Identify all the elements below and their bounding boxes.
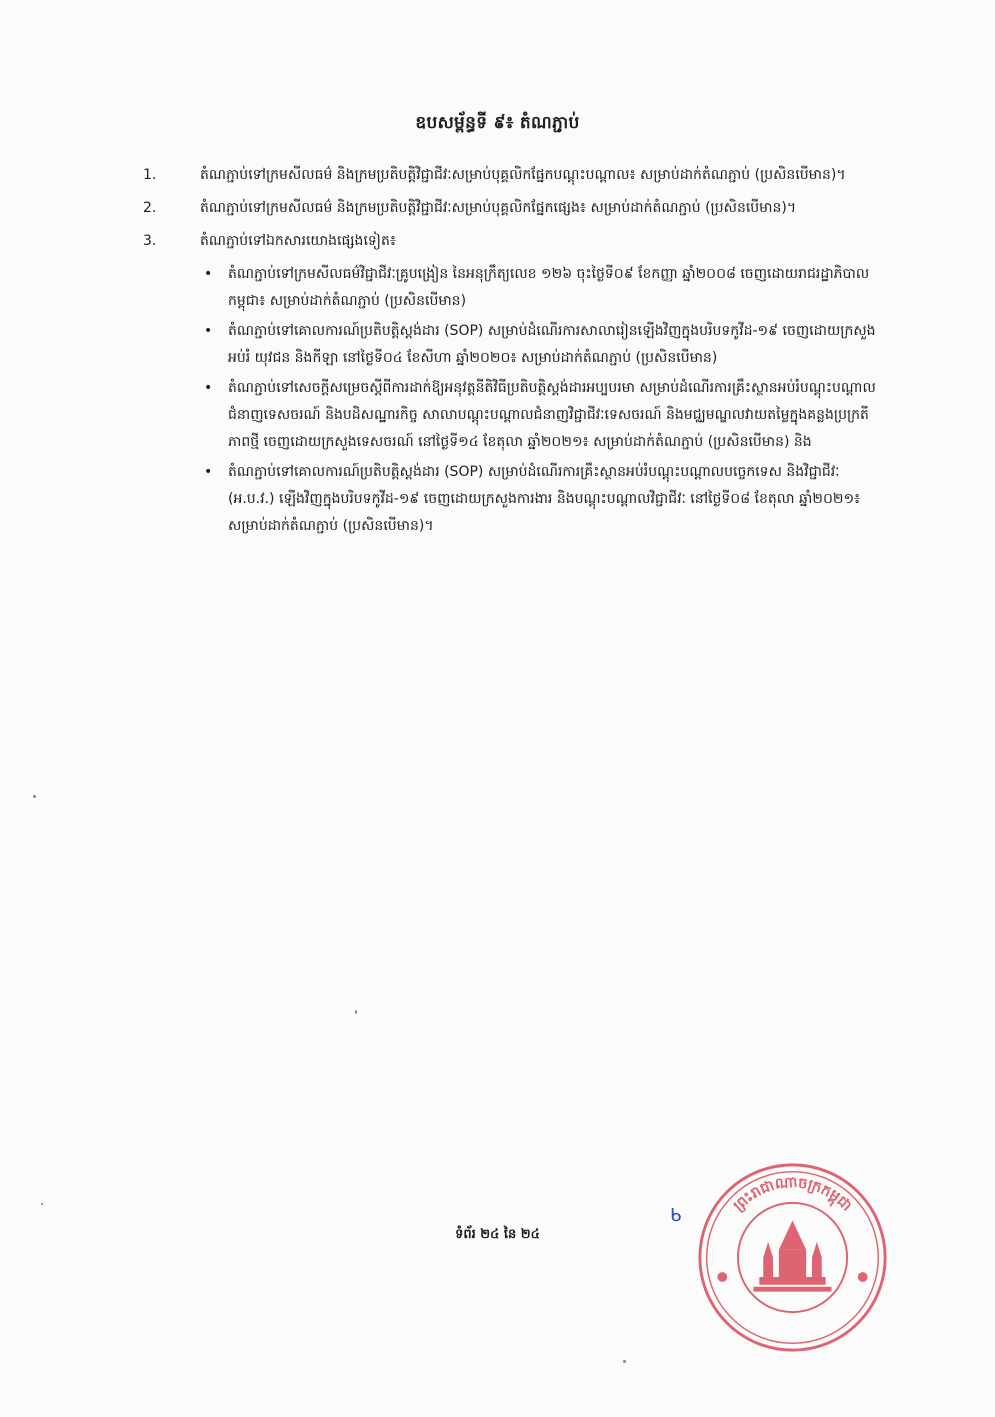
item-number: 3. — [143, 233, 157, 249]
bullet-text: តំណភ្ជាប់ទៅគោលការណ៍ប្រតិបត្តិស្តង់ដារ (SOP) សម្រាប់ដំណើរការគ្រឹះស្ថានអប់រំបណ្តុះបណ្តាលបច្ចេកទេស និងវិជ្ជាជីវៈ (អ.ប.វ.) ឡើងវិញក្នុងបរិបទកូវីដ-១៩ ចេញដោយក្រសួងការងារ និងបណ្តុះបណ្តាលវិជ្ជាជីវៈ នៅថ្ងៃទី០៨ ខែតុលា ឆ្នាំ២០២១៖ សម្រាប់ដាក់តំណភ្ជាប់ (ប្រសិនបើមាន)។ — [228, 464, 861, 534]
bullet-icon: • — [204, 464, 213, 480]
bullet-item — [200, 375, 878, 456]
page-title: ឧបសម្ព័ន្ធទី ៩៖ តំណភ្ជាប់ — [415, 113, 580, 133]
bullet-icon: • — [204, 380, 213, 396]
reference-bullets — [143, 261, 878, 540]
bullet-text: តំណភ្ជាប់ទៅក្រមសីលធម៌វិជ្ជាជីវៈគ្រូបង្រៀន នៃអនុក្រឹត្យលេខ ១២៦ ចុះថ្ងៃទី០៩ ខែកញ្ញា ឆ្នាំ២០០៨ ចេញដោយរាជរដ្ឋាភិបាលកម្ពុជា៖ សម្រាប់ដាក់តំណភ្ជាប់ (ប្រសិនបើមាន) — [228, 266, 870, 309]
bullet-icon: • — [204, 323, 213, 339]
bullet-text: តំណភ្ជាប់ទៅសេចក្តីសម្រេចស្តីពីការដាក់ឱ្យអនុវត្តនីតិវិធីប្រតិបត្តិស្តង់ដារអប្បបរមា សម្រាប់ដំណើរការគ្រឹះស្ថានអប់រំបណ្តុះបណ្តាលជំនាញទេសចរណ៍ និងបដិសណ្ឋារកិច្ច សាលាបណ្តុះបណ្តាលជំនាញវិជ្ជាជីវៈទេសចរណ៍ និងមជ្ឈមណ្ឌលវាយតម្លៃក្នុងគន្លងប្រក្រតីភាពថ្មី ចេញដោយក្រសួងទេសចរណ៍ នៅថ្ងៃទី១៤ ខែតុលា ឆ្នាំ២០២១៖ សម្រាប់ដាក់តំណភ្ជាប់ (ប្រសិនបើមាន) និង — [228, 380, 876, 450]
bullet-item — [200, 459, 878, 540]
bullet-item — [200, 318, 878, 372]
handwritten-initial: ᑲ — [670, 1205, 682, 1226]
item-text: តំណភ្ជាប់ទៅក្រមសីលធម៌ និងក្រមប្រតិបត្តិវិជ្ជាជីវៈសម្រាប់បុគ្គលិកផ្នែកបណ្ដុះបណ្ដាល៖ សម្រាប់ដាក់តំណភ្ជាប់ (ប្រសិនបើមាន)។ — [200, 167, 846, 183]
item-number: 1. — [143, 167, 157, 183]
item-text: តំណភ្ជាប់ទៅក្រមសីលធម៌ និងក្រមប្រតិបត្តិវិជ្ជាជីវៈសម្រាប់បុគ្គលិកផ្នែកផ្សេង៖ សម្រាប់ដាក់តំណភ្ជាប់ (ប្រសិនបើមាន)។ — [200, 200, 797, 216]
list-item — [143, 228, 878, 255]
item-number: 2. — [143, 200, 157, 216]
scan-speck — [355, 1010, 357, 1014]
scan-speck — [623, 1360, 626, 1363]
link-list — [143, 162, 878, 543]
bullet-item — [200, 261, 878, 315]
seal-text: ព្រះរាជាណាចក្រកម្ពុជា — [730, 1173, 856, 1215]
item-text: តំណភ្ជាប់ទៅឯកសារយោងផ្សេងទៀត៖ — [200, 233, 396, 249]
bullet-text: តំណភ្ជាប់ទៅគោលការណ៍ប្រតិបត្តិស្តង់ដារ (SOP) សម្រាប់ដំណើរការសាលារៀនឡើងវិញក្នុងបរិបទកូវីដ-១៩ ចេញដោយក្រសួងអប់រំ យុវជន និងកីឡា នៅថ្ងៃទី០៤ ខែសីហា ឆ្នាំ២០២០៖ សម្រាប់ដាក់តំណភ្ជាប់ (ប្រសិនបើមាន) — [228, 323, 876, 366]
scan-speck — [41, 1203, 43, 1205]
page-number: ទំព័រ ២៤ នៃ ២៤ — [455, 1227, 540, 1242]
list-item — [143, 195, 878, 222]
temple-icon — [754, 1220, 832, 1291]
bullet-icon: • — [204, 266, 213, 282]
list-item — [143, 162, 878, 189]
seal-star-icon — [717, 1272, 727, 1282]
official-seal-icon — [695, 1160, 890, 1355]
scan-speck — [33, 795, 36, 798]
seal-star-icon — [858, 1272, 868, 1282]
